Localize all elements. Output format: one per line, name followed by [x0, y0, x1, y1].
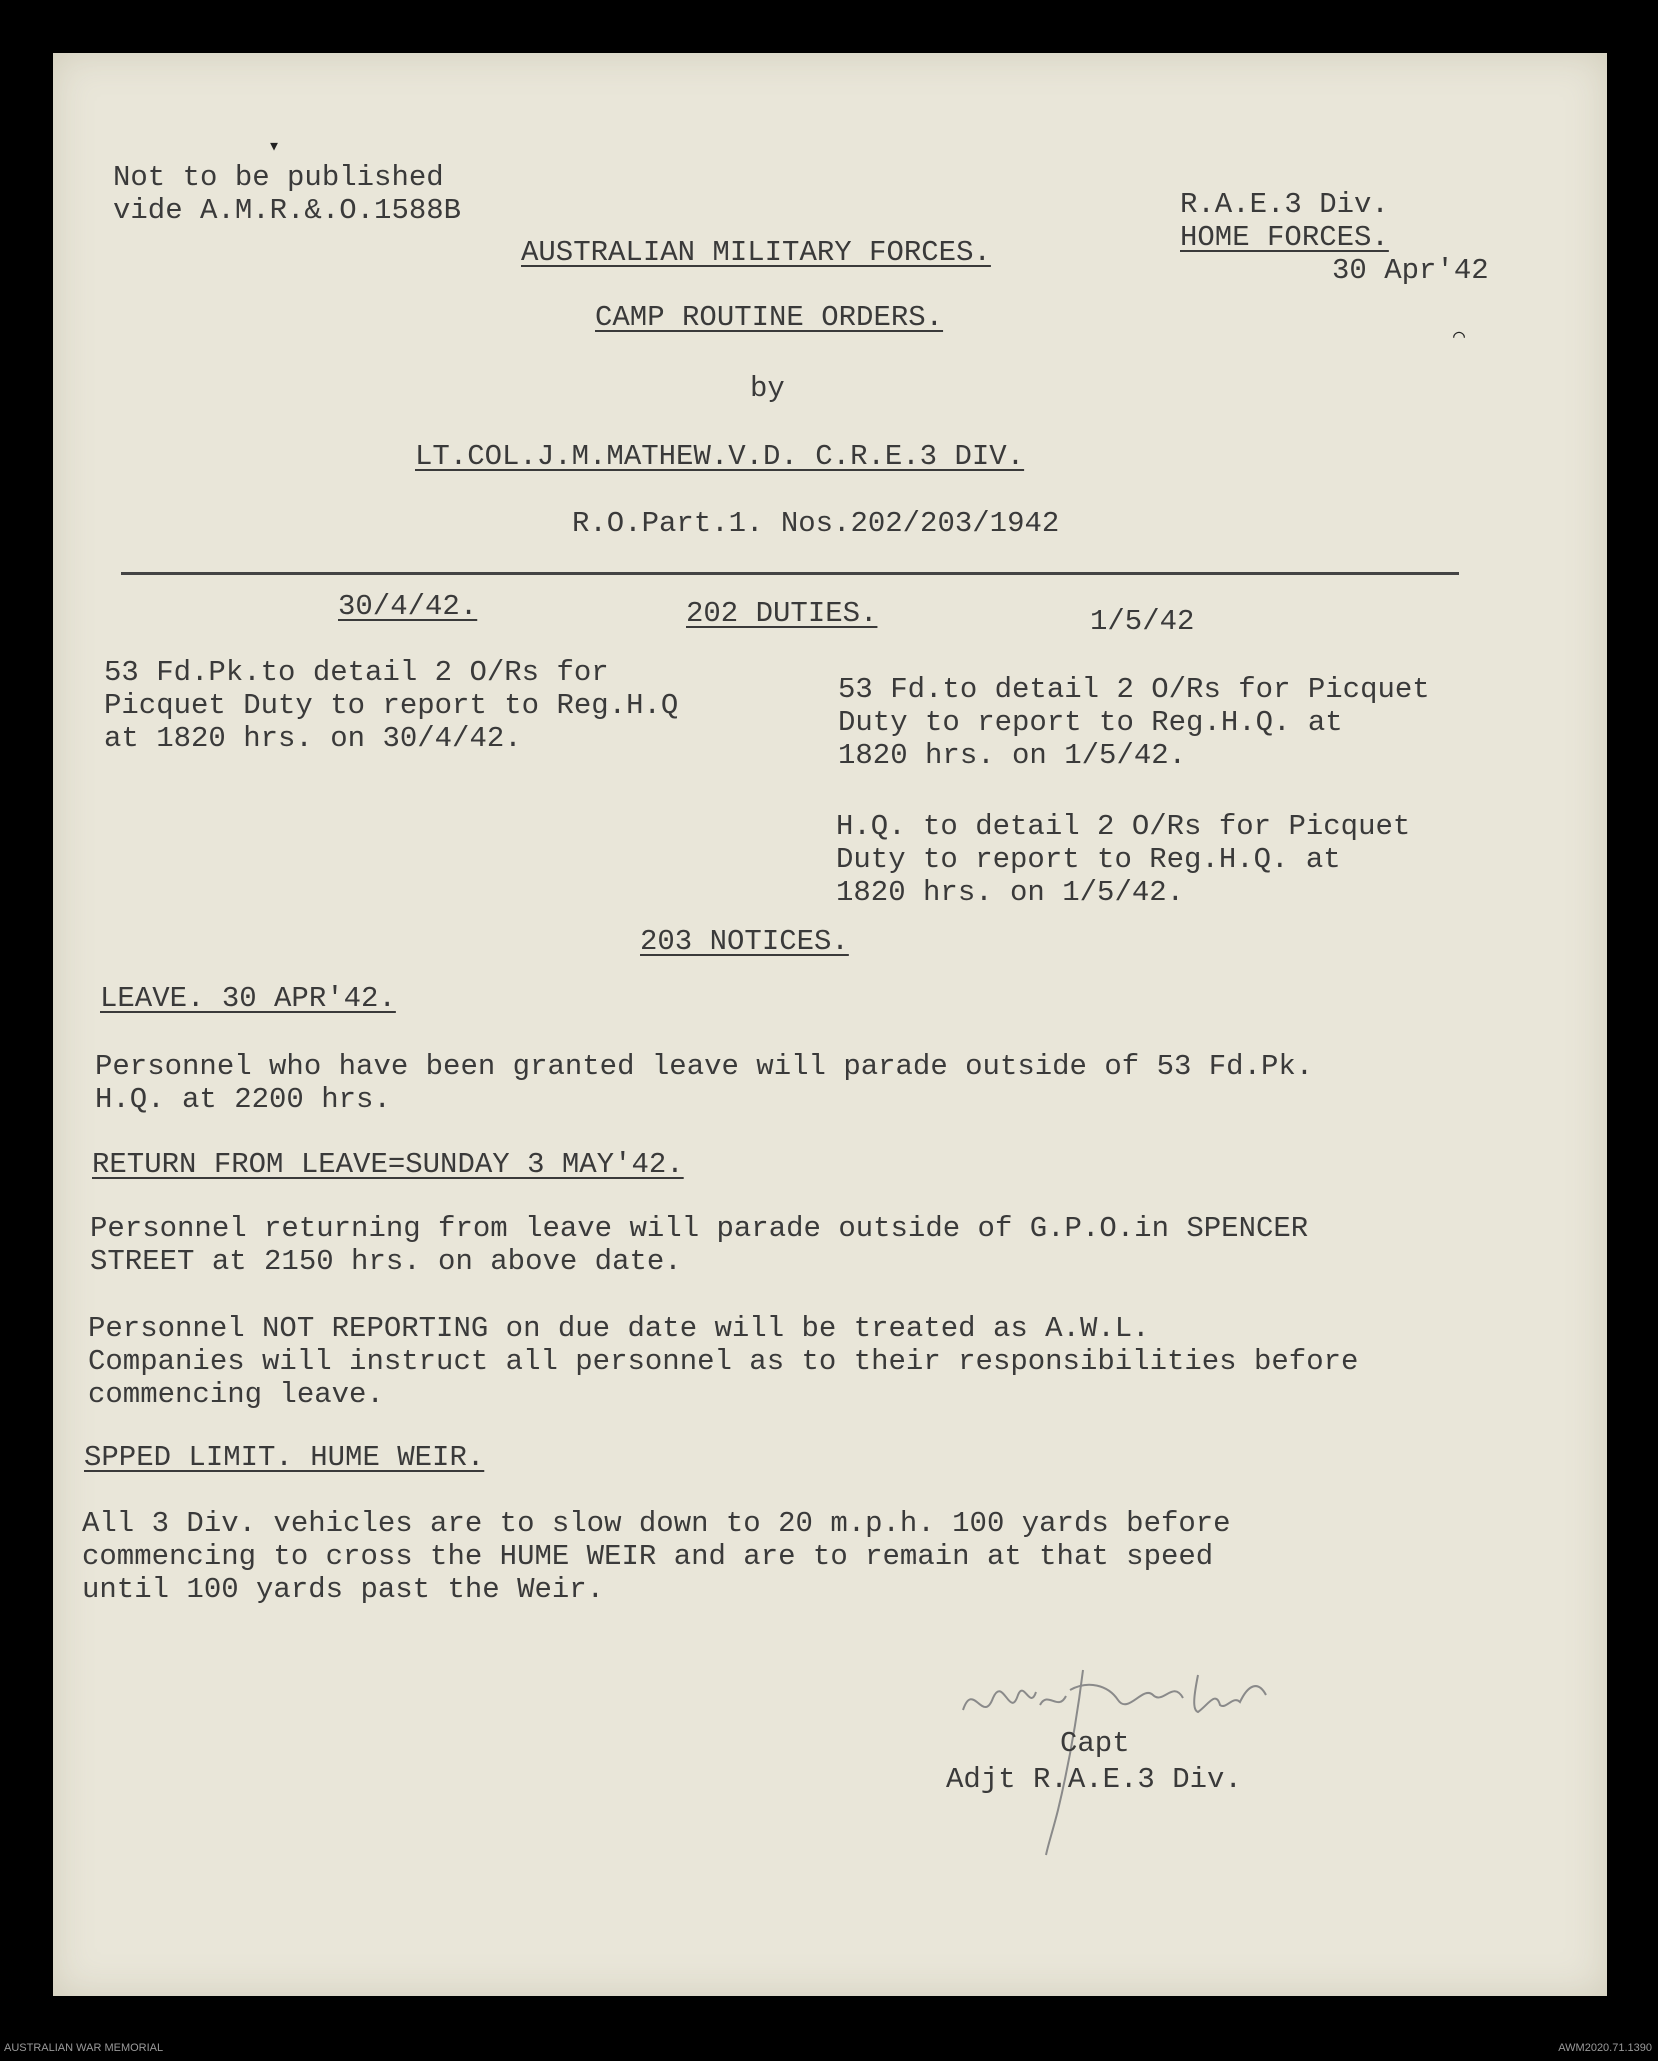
notices-heading: 203 NOTICES.	[640, 925, 849, 958]
duties-date-right: 1/5/42	[1090, 605, 1195, 638]
ink-speck: ▾	[268, 136, 281, 159]
duty-right-2-line-1: H.Q. to detail 2 O/Rs for Picquet	[836, 810, 1411, 843]
duty-right-2-line-3: 1820 hrs. on 1/5/42.	[836, 876, 1185, 909]
signatory-rank: Capt	[1060, 1727, 1130, 1760]
orders-reference: R.O.Part.1. Nos.202/203/1942	[572, 507, 1060, 540]
duty-left-line-1: 53 Fd.Pk.to detail 2 O/Rs for	[104, 656, 609, 689]
divider-rule	[121, 572, 1459, 575]
punch-mark: ⌒	[1453, 326, 1466, 349]
duties-date-left: 30/4/42.	[338, 590, 478, 623]
return-text-line-1: Personnel returning from leave will parade outside of G.P.O.in SPENCER	[90, 1212, 1309, 1245]
awl-text-line-3: commencing leave.	[88, 1378, 384, 1411]
footer-accession-number: AWM2020.71.1390	[1558, 2042, 1652, 2054]
order-date: 30 Apr'42	[1332, 254, 1489, 287]
orders-title: CAMP ROUTINE ORDERS.	[595, 301, 944, 334]
speed-text-line-2: commencing to cross the HUME WEIR and are to remain at that speed	[82, 1540, 1214, 1573]
officer-line: LT.COL.J.M.MATHEW.V.D. C.R.E.3 DIV.	[415, 440, 1025, 473]
document-page	[53, 53, 1607, 1996]
by-line: by	[750, 372, 785, 405]
return-heading: RETURN FROM LEAVE=SUNDAY 3 MAY'42.	[92, 1148, 684, 1181]
duty-left-line-2: Picquet Duty to report to Reg.H.Q	[104, 689, 679, 722]
restriction-line-2: vide A.M.R.&.O.1588B	[113, 194, 462, 227]
return-text-line-2: STREET at 2150 hrs. on above date.	[90, 1245, 682, 1278]
duty-right-1-line-1: 53 Fd.to detail 2 O/Rs for Picquet	[838, 673, 1430, 706]
duties-heading: 202 DUTIES.	[686, 597, 878, 630]
duty-left-line-3: at 1820 hrs. on 30/4/42.	[104, 722, 522, 755]
awl-text-line-2: Companies will instruct all personnel as to their responsibilities before	[88, 1345, 1359, 1378]
unit-name: R.A.E.3 Div.	[1180, 188, 1389, 221]
restriction-line-1: Not to be published	[113, 161, 444, 194]
speed-text-line-1: All 3 Div. vehicles are to slow down to 20 m.p.h. 100 yards before	[82, 1507, 1231, 1540]
forces-title: AUSTRALIAN MILITARY FORCES.	[521, 236, 991, 269]
duty-right-1-line-3: 1820 hrs. on 1/5/42.	[838, 739, 1187, 772]
footer-institution: AUSTRALIAN WAR MEMORIAL	[4, 2042, 164, 2054]
leave-text-line-2: H.Q. at 2200 hrs.	[95, 1083, 391, 1116]
signatory-appointment: Adjt R.A.E.3 Div.	[946, 1763, 1242, 1796]
duty-right-1-line-2: Duty to report to Reg.H.Q. at	[838, 706, 1343, 739]
speed-text-line-3: until 100 yards past the Weir.	[82, 1573, 605, 1606]
duty-right-2-line-2: Duty to report to Reg.H.Q. at	[836, 843, 1341, 876]
leave-text-line-1: Personnel who have been granted leave will parade outside of 53 Fd.Pk.	[95, 1050, 1314, 1083]
leave-heading: LEAVE. 30 APR'42.	[100, 982, 396, 1015]
speed-heading: SPPED LIMIT. HUME WEIR.	[84, 1441, 485, 1474]
command-name: HOME FORCES.	[1180, 221, 1389, 254]
awl-text-line-1: Personnel NOT REPORTING on due date will be treated as A.W.L.	[88, 1312, 1150, 1345]
